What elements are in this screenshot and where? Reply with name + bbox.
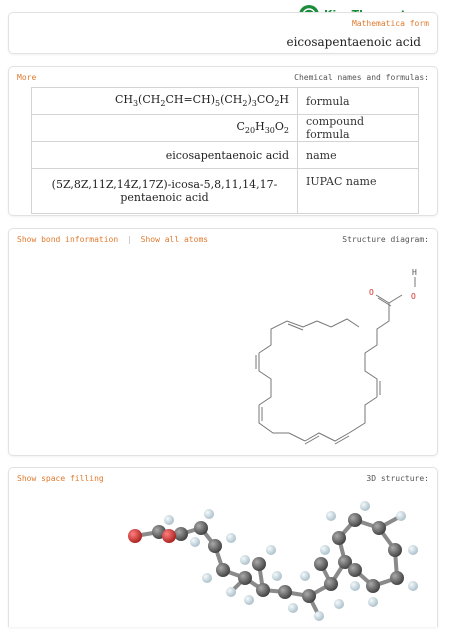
link-separator: | <box>126 235 132 244</box>
iupac-name-value <box>32 169 298 214</box>
structure-diagram-card <box>8 228 438 456</box>
hydrogen-atoms <box>164 501 418 621</box>
table-row <box>32 142 419 169</box>
show-space-filling-link[interactable]: Show space filling <box>17 474 104 483</box>
3d-molecule-view[interactable] <box>9 480 439 630</box>
show-all-atoms-link[interactable]: Show all atoms <box>140 235 209 244</box>
table-row <box>32 115 419 142</box>
3d-card-title: 3D structure: <box>366 474 429 483</box>
compound-formula-value: $C_{20}H_{30}O_2$ <box>32 115 298 142</box>
chain-bond <box>349 397 377 433</box>
iupac-name-label: IUPAC name <box>298 169 419 214</box>
iupac-line-2: pentaenoic acid <box>120 191 209 204</box>
chain-bond <box>259 405 305 441</box>
iupac-line-1: (5Z,8Z,11Z,14Z,17Z)-icosa-5,8,11,14,17- <box>51 178 278 191</box>
oxygen-atom-label: O <box>369 288 374 297</box>
input-value: eicosapentaenoic acid <box>286 35 421 49</box>
table-row <box>32 88 419 115</box>
3d-structure-card <box>8 467 438 627</box>
names-card-title: Chemical names and formulas: <box>294 73 429 82</box>
chemical-names-card <box>8 66 438 216</box>
table-row <box>32 169 419 214</box>
name-label: name <box>298 142 419 169</box>
double-bond <box>288 324 303 330</box>
struct-card-title: Structure diagram: <box>342 235 429 244</box>
oxygen-atom-label: O <box>411 292 416 301</box>
input-interpretation-card <box>8 12 438 54</box>
bond <box>389 295 402 303</box>
struct-card-links <box>17 235 208 244</box>
more-link[interactable]: More <box>17 73 37 82</box>
skeletal-structure-diagram <box>9 247 439 457</box>
chain-bond <box>317 319 359 327</box>
chain-bond <box>259 321 317 353</box>
chain-bond <box>259 353 271 405</box>
formula-label: formula <box>298 88 419 115</box>
name-value: eicosapentaenoic acid <box>32 142 298 169</box>
hydrogen-atom-label: H <box>412 268 417 277</box>
mathematica-form-link[interactable]: Mathematica form <box>351 19 429 28</box>
formula-value: $CH_3(CH_2CH=CH)_5(CH_2)_3CO_2H$ <box>32 88 298 115</box>
names-table <box>31 87 419 214</box>
bond <box>376 295 389 303</box>
oxygen-atoms <box>128 529 176 543</box>
compound-formula-label: compound formula <box>298 115 419 142</box>
chain-bond <box>365 303 389 397</box>
show-bond-info-link[interactable]: Show bond information <box>17 235 119 244</box>
